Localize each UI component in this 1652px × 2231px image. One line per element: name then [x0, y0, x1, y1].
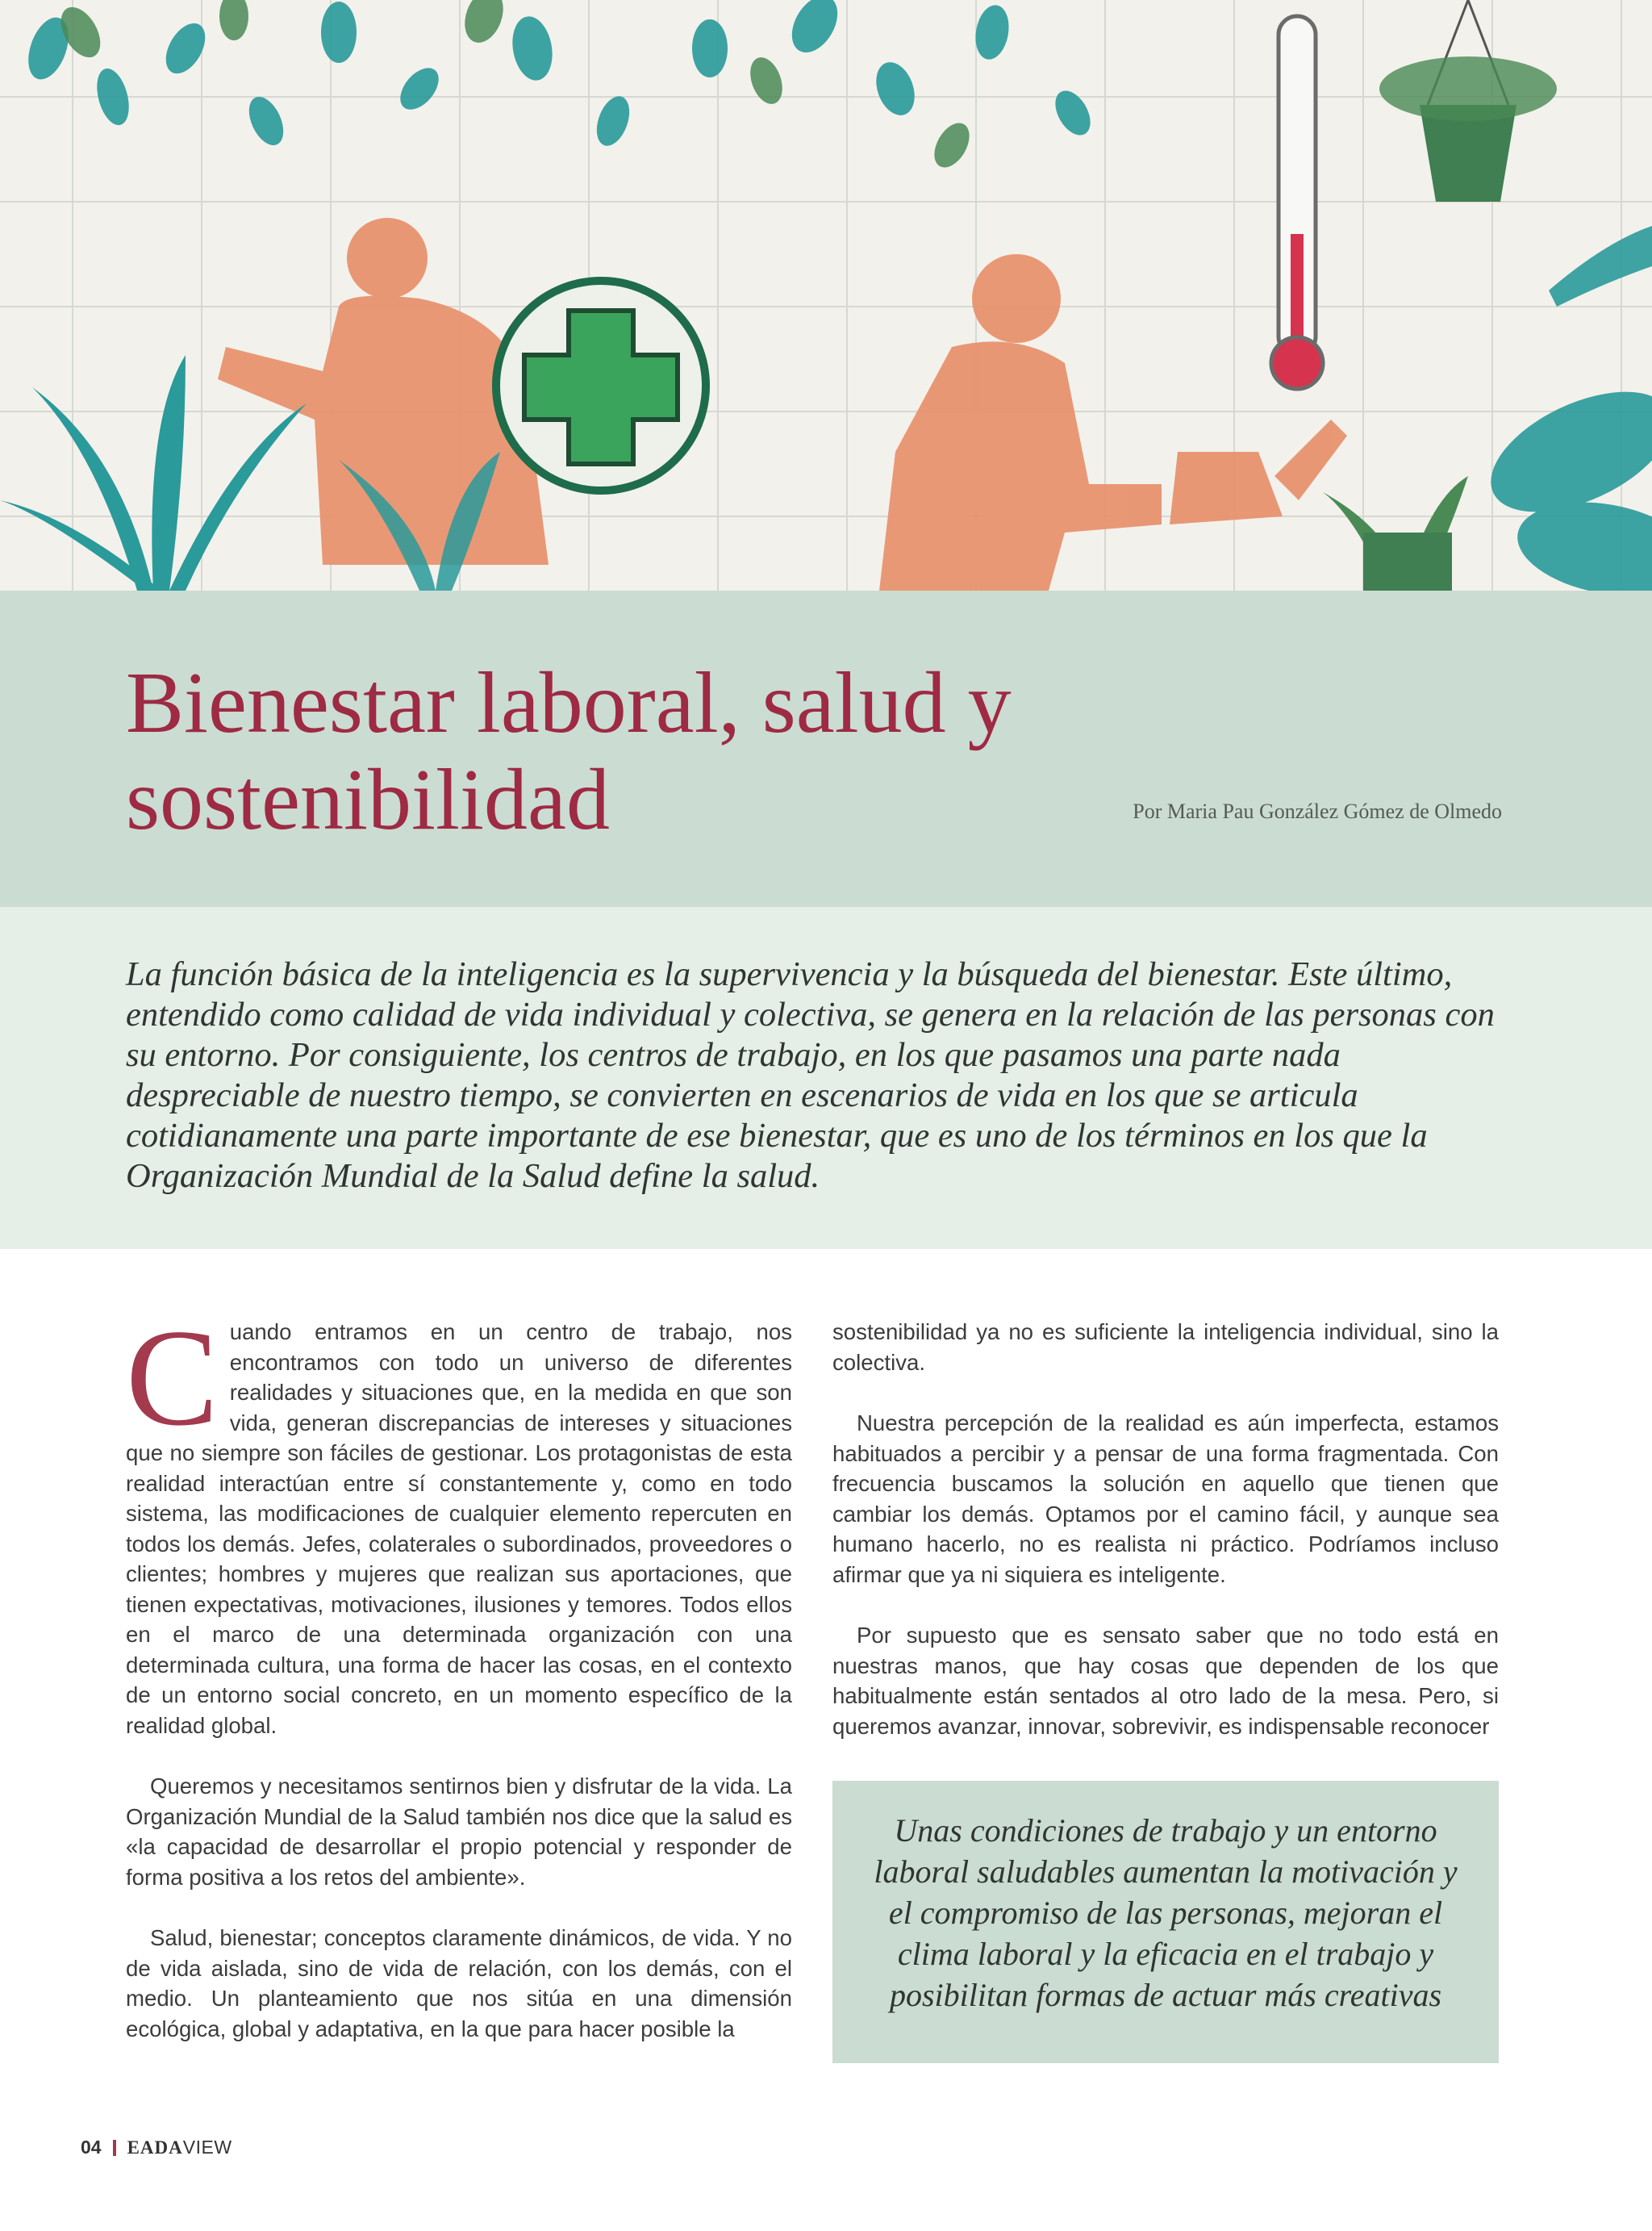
pull-quote: [832, 1781, 1499, 2063]
body-paragraph: Cuando entramos en un centro de trabajo, nos encontramos con todo un universo de diferentes realidades y situaciones que, en la medida en que son vida, generan discrepancias de intereses y situaciones que no siempre son fáciles de gestionar. Los protagonistas de esta realidad interactúan entre sí constantemente y, como en todo sistema, las modificaciones de cualquier elemento repercuten en todos los demás. Jefes, colaterales o subordinados, proveedores o clientes; hombres y mujeres que realizan sus aportaciones, que tienen expectativas, motivaciones, ilusiones y temores. Todos ellos en el marco de una determinada organización con una determinada cultura, una forma de hacer las cosas, en el contexto de un entorno social concreto, en un momento específico de la realidad global.: [126, 1301, 792, 1738]
body-paragraph: Nuestra percepción de la realidad es aún imperfecta, estamos habituados a percibir y a pensar de una forma fragmentada. Con frecuencia buscamos la solución en aquello que tienen que cambiar los demás. Optamos por el camino fácil, y aunque sea humano hacerlo, no es realista ni práctico. Podríamos incluso afirmar que ya ni siquiera es inteligente.: [832, 1410, 1499, 1587]
page-number: 04: [81, 2137, 102, 2158]
plant-right-green: [1323, 476, 1468, 591]
body-paragraph: Salud, bienestar; conceptos claramente dinámicos, de vida. Y no de vida aislada, sino de vida de relación, con los demás, con el medio. Un planteamiento que nos sitúa en una dimensión ecológica, global y adaptativa, en la que para hacer posible la: [126, 1925, 792, 2041]
footer-separator: [113, 2140, 116, 2156]
body-paragraph: Por supuesto que es sensato saber que no todo está en nuestras manos, que hay cosas que dependen de los que habitualmente están sentados al otro lado de la mesa. Pero, si queremos avanzar, innovar, sobrevivir, es indispensable reconocer: [832, 1623, 1499, 1739]
brand-name-suffix: VIEW: [182, 2137, 232, 2158]
body-paragraph: Queremos y necesitamos sentirnos bien y disfrutar de la vida. La Organización Mundial de la Salud también nos dice que la salud es «la capacidad de desarrollar el propio potencial y responder de forma positiva a los retos del ambiente».: [126, 1774, 792, 1890]
plant-far-right: [1473, 226, 1652, 591]
body-column-left: [126, 1301, 792, 2074]
body-column-right: [832, 1317, 1499, 1772]
thermometer-icon: [1271, 16, 1323, 389]
article-byline: Por Maria Pau González Gómez de Olmedo: [1133, 800, 1502, 823]
brand-name: EADA: [127, 2137, 183, 2158]
health-cross-icon: [496, 281, 706, 491]
pull-quote-text: Unas condiciones de trabajo y un entorno laboral saludables aumentan la motivación y el compromiso de las personas, mejoran el clima laboral y la eficacia en el trabajo y posibilitan formas de actuar más creativas: [874, 1812, 1458, 2013]
article-lead: La función básica de la inteligencia es la supervivencia y la búsqueda del bienestar. Este último, entendido como calidad de vida individual y colectiva, se genera en la relación de las personas con su entorno. Por consiguiente, los centros de trabajo, en los que pasamos una parte nada despreciable de nuestro tiempo, se convierten en escenarios de vida en los que se articula cotidianamente una parte importante de ese bienestar, que es uno de los términos en los que la Organización Mundial de la Salud define la salud.: [126, 955, 1495, 1195]
page-footer: [81, 2137, 232, 2158]
article-title: Bienestar laboral, salud y sostenibilidad: [126, 655, 1012, 848]
illustration-svg: [0, 0, 1652, 591]
drop-cap: C: [126, 1301, 219, 1455]
header-illustration: [0, 0, 1652, 591]
body-paragraph: sostenibilidad ya no es suficiente la inteligencia individual, sino la colectiva.: [832, 1319, 1499, 1375]
hanging-plant-icon: [1379, 0, 1557, 202]
hanging-vines: [21, 0, 1098, 151]
